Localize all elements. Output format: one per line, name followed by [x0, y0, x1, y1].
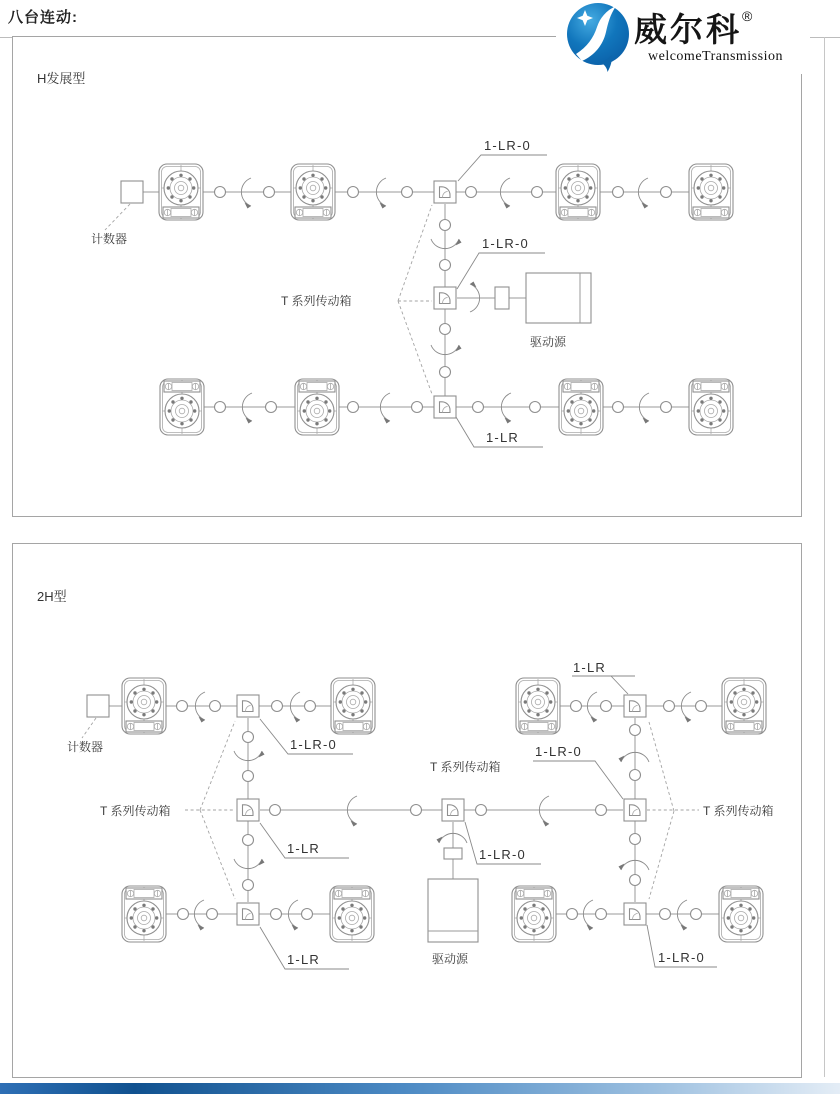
rotation-arrow-icon	[681, 692, 691, 723]
label-leader	[458, 155, 547, 181]
gearbox-icon	[331, 678, 375, 734]
coupling-icon	[302, 909, 313, 920]
rotation-arrow-icon	[194, 900, 204, 931]
rotation-arrow-icon	[583, 900, 593, 931]
label-leader	[572, 676, 635, 694]
gearbox-icon	[291, 164, 335, 220]
coupling-icon	[243, 880, 254, 891]
drive-label: 驱动源	[432, 952, 469, 966]
rotation-arrow-icon	[290, 692, 300, 723]
coupling-icon	[661, 187, 672, 198]
coupling-icon	[571, 701, 582, 712]
rotation-arrow-icon	[500, 178, 510, 209]
coupling-icon	[271, 909, 282, 920]
model-label: 1-LR	[486, 430, 519, 445]
model-label: 1-LR-0	[479, 847, 526, 862]
coupling-icon	[466, 187, 477, 198]
coupling-icon	[661, 402, 672, 413]
coupling-icon	[440, 367, 451, 378]
diagram-h-type	[13, 37, 799, 514]
model-label: 1-LR-0	[290, 737, 337, 752]
rotation-arrow-icon	[347, 796, 357, 827]
registered-mark: ®	[742, 8, 753, 24]
tbox-callout-lines	[398, 205, 432, 394]
model-label: 1-LR-0	[658, 950, 705, 965]
company-logo	[556, 0, 810, 74]
model-label: 1-LR	[287, 952, 320, 967]
model-label: 1-LR-0	[482, 236, 529, 251]
coupling-icon	[348, 402, 359, 413]
corner-gearbox-icon	[237, 799, 259, 821]
model-label: 1-LR-0	[484, 138, 531, 153]
counter-leader	[105, 204, 130, 230]
coupling-icon	[530, 402, 541, 413]
coupling-icon	[630, 725, 641, 736]
page-title: 八台连动:	[8, 9, 78, 26]
coupling-icon	[613, 187, 624, 198]
rotation-arrow-icon	[234, 751, 265, 761]
counter-box	[121, 181, 143, 203]
model-label: 1-LR-0	[535, 744, 582, 759]
gearbox-icon	[330, 886, 374, 942]
gearbox-icon	[122, 678, 166, 734]
coupling-icon	[476, 805, 487, 816]
gearbox-icon	[559, 379, 603, 435]
brand-name: 威尔科®	[634, 8, 753, 48]
rotation-arrow-icon	[619, 752, 650, 762]
corner-gearbox-icon	[237, 695, 259, 717]
coupling-icon	[411, 805, 422, 816]
corner-gearbox-icon	[434, 287, 456, 309]
rotation-arrow-icon	[242, 393, 252, 424]
corner-gearbox-icon	[434, 396, 456, 418]
rotation-arrow-icon	[437, 833, 468, 843]
rotation-arrow-icon	[195, 692, 205, 723]
coupling-icon	[630, 875, 641, 886]
coupling-icon	[412, 402, 423, 413]
rotation-arrow-icon	[241, 178, 251, 209]
gearbox-icon	[159, 164, 203, 220]
corner-gearbox-icon	[237, 903, 259, 925]
coupling-icon	[473, 402, 484, 413]
coupling-icon	[270, 805, 281, 816]
gearbox-icon	[516, 678, 560, 734]
coupling-icon	[630, 834, 641, 845]
tbox-callout-lines	[185, 721, 235, 899]
coupling-icon	[596, 805, 607, 816]
coupling-icon	[207, 909, 218, 920]
rotation-arrow-icon	[431, 345, 462, 355]
coupling-icon	[264, 187, 275, 198]
coupling-icon	[178, 909, 189, 920]
tbox-label: T 系列传动箱	[281, 294, 352, 308]
coupling-icon	[402, 187, 413, 198]
rotation-arrow-icon	[677, 900, 687, 931]
coupling-icon	[696, 701, 707, 712]
drive-motor	[526, 273, 591, 323]
logo-globe-icon	[566, 2, 630, 72]
gearbox-icon	[719, 886, 763, 942]
rotation-arrow-icon	[619, 860, 650, 870]
coupling-icon	[660, 909, 671, 920]
coupling-icon	[305, 701, 316, 712]
gearbox-icon	[512, 886, 556, 942]
corner-gearbox-icon	[624, 695, 646, 717]
coupling-icon	[177, 701, 188, 712]
corner-gearbox-icon	[624, 903, 646, 925]
corner-gearbox-icon	[624, 799, 646, 821]
coupling-icon	[664, 701, 675, 712]
gearbox-icon	[689, 164, 733, 220]
rotation-arrow-icon	[539, 796, 549, 827]
coupling-icon	[266, 402, 277, 413]
gearbox-icon	[556, 164, 600, 220]
coupling-icon	[613, 402, 624, 413]
coupling-icon	[596, 909, 607, 920]
tbox-label: T 系列传动箱	[703, 804, 774, 818]
brand-subtitle: welcomeTransmission	[648, 49, 783, 64]
gearbox-icon	[689, 379, 733, 435]
rotation-arrow-icon	[380, 393, 390, 424]
model-label: 1-LR	[287, 841, 320, 856]
corner-gearbox-icon	[434, 181, 456, 203]
coupling-icon	[440, 324, 451, 335]
coupling-icon	[348, 187, 359, 198]
rotation-arrow-icon	[638, 178, 648, 209]
counter-label: 计数器	[91, 232, 128, 246]
panel1-heading: H发展型	[37, 71, 86, 86]
coupling-icon	[215, 187, 226, 198]
coupling-icon	[243, 732, 254, 743]
panel-h-type	[12, 36, 802, 517]
rotation-arrow-icon	[234, 859, 265, 869]
footer-accent-bar	[0, 1083, 840, 1094]
rotation-arrow-icon	[470, 282, 480, 313]
coupling-icon	[532, 187, 543, 198]
coupling-icon	[601, 701, 612, 712]
rotation-arrow-icon	[288, 900, 298, 931]
panel2-heading: 2H型	[37, 589, 67, 604]
model-label: 1-LR	[573, 660, 606, 675]
gearbox-icon	[122, 886, 166, 942]
rotation-arrow-icon	[639, 393, 649, 424]
coupling-icon	[210, 701, 221, 712]
counter-box	[87, 695, 109, 717]
gearbox-icon	[160, 379, 204, 435]
coupling-icon	[243, 835, 254, 846]
counter-leader	[82, 718, 96, 738]
coupling-icon	[440, 220, 451, 231]
coupling-icon	[691, 909, 702, 920]
motor-coupling	[495, 287, 509, 309]
gearbox-icon	[295, 379, 339, 435]
tbox-callout-lines	[647, 722, 699, 899]
coupling-icon	[440, 260, 451, 271]
tbox-label: T 系列传动箱	[430, 760, 501, 774]
rotation-arrow-icon	[376, 178, 386, 209]
counter-label: 计数器	[67, 740, 104, 754]
coupling-icon	[272, 701, 283, 712]
coupling-icon	[630, 770, 641, 781]
rotation-arrow-icon	[587, 692, 597, 723]
corner-gearbox-icon	[442, 799, 464, 821]
rotation-arrow-icon	[431, 239, 462, 249]
panel-2h-type	[12, 543, 802, 1078]
rotation-arrow-icon	[501, 393, 511, 424]
gearbox-icon	[722, 678, 766, 734]
coupling-icon	[567, 909, 578, 920]
motor-coupling	[444, 848, 462, 859]
diagram-2h-type	[13, 544, 799, 1075]
coupling-icon	[215, 402, 226, 413]
page-margin-rule	[824, 37, 825, 1077]
tbox-label: T 系列传动箱	[100, 804, 171, 818]
drive-label: 驱动源	[530, 335, 567, 349]
label-leader	[533, 761, 623, 799]
coupling-icon	[243, 771, 254, 782]
drive-motor	[428, 879, 478, 942]
